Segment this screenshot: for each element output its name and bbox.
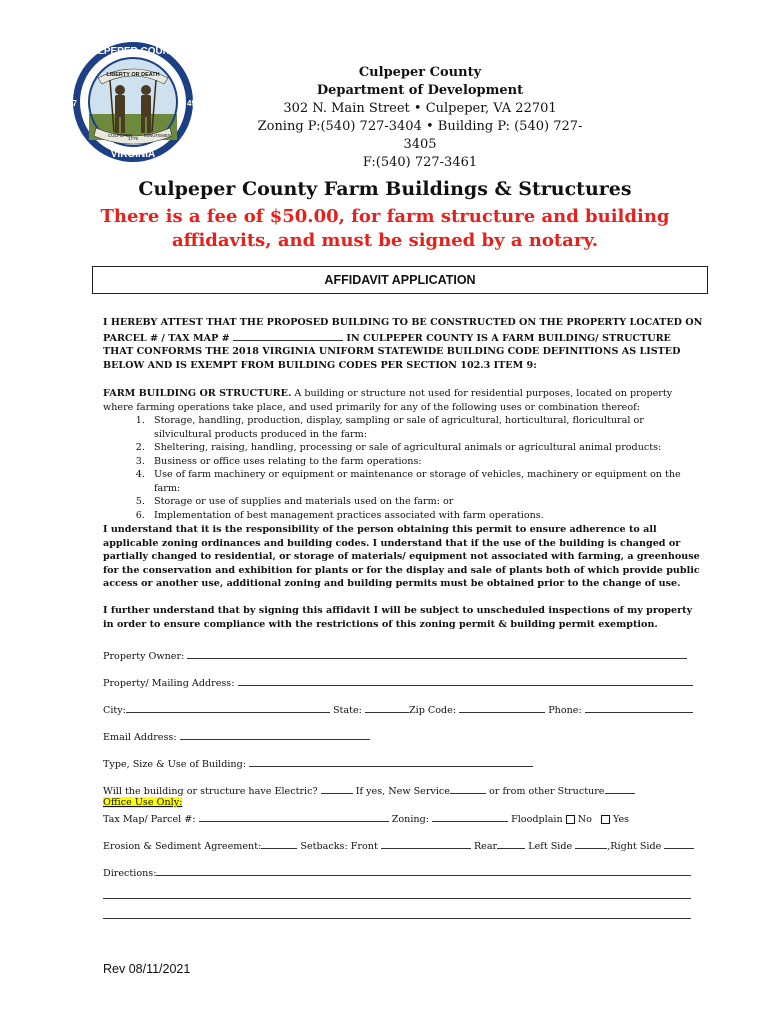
floodplain-yes-checkbox[interactable] (601, 815, 610, 824)
directions-line-3 (103, 908, 691, 922)
county-seal-logo (58, 40, 208, 164)
city-state-row (103, 702, 693, 716)
list-item: 1. Storage, handling, production, display, sampling or sale of agricultural, horticultural, floricultural or silvicultural products produced in the farm: (148, 414, 703, 441)
building-type-field[interactable] (249, 756, 533, 767)
affidavit-application-heading: AFFIDAVIT APPLICATION (92, 266, 708, 294)
seal-motto: LIBERTY OR DEATH (106, 72, 160, 78)
definition-block (103, 387, 703, 522)
zoning-label: Zoning: (391, 814, 429, 825)
floodplain-label: Floodplain (511, 814, 563, 825)
building-type-label: Type, Size & Use of Building: (103, 759, 246, 770)
property-owner-field[interactable] (187, 648, 687, 659)
attestation-paragraph (103, 316, 703, 372)
new-service-field[interactable] (450, 783, 486, 794)
electric-label: Will the building or structure have Electric? (103, 786, 318, 797)
tax-map-label: Tax Map/ Parcel #: (103, 814, 196, 825)
fee-notice-line-1: There is a fee of $50.00, for farm structure and building (100, 206, 670, 227)
definition-list (103, 414, 703, 522)
erosion-label: Erosion & Sediment Agreement: (103, 841, 262, 852)
mailing-address-field[interactable] (238, 675, 693, 686)
property-owner-label: Property Owner: (103, 651, 185, 662)
phone-label: Phone: (548, 705, 582, 716)
right-side-label: ,Right Side (607, 841, 662, 852)
directions-field[interactable] (156, 865, 691, 876)
department-name: Department of Development (316, 83, 524, 98)
office-use-label: Office Use Only: (103, 797, 183, 808)
mailing-address-row (103, 675, 693, 689)
list-item: 6. Implementation of best management practices associated with farm operations. (148, 509, 703, 523)
page-title: Culpeper County Farm Buildings & Structures (138, 178, 632, 200)
seal-right-number: 49 (187, 99, 196, 108)
seal-year: 1775 (127, 136, 139, 141)
department-fax: F:(540) 727-3461 (362, 155, 478, 170)
department-address: 302 N. Main Street • Culpeper, VA 22701 (283, 101, 557, 116)
city-label: City: (103, 705, 126, 716)
other-structure-field[interactable] (605, 783, 635, 794)
tax-map-field[interactable] (233, 330, 343, 341)
phone-field[interactable] (585, 702, 693, 713)
attestation-part-2: IN CULPEPER COUNTY IS A FARM BUILDING/ STRUCTURE THAT CONFORMS THE 2018 VIRGINIA UNIFORM STATEWIDE BUILDING CODE DEFINITIONS AS LISTED BELOW AND IS EXEMPT FROM BUILDING CODES PER SECTION 102.3 ITEM 9: (103, 332, 681, 371)
zip-label: Zip Code: (408, 705, 457, 716)
responsibility-paragraph: I understand that it is the responsibility of the person obtaining this permit to ensure adherence to all applicable zoning ordinances and building codes. I understand that if the use of the building is changed or partially changed to residential, or storage of materials/ equipment not associated with farming, a greenhouse for the conservation and exhibition for plants or for the display and sale of plants both of which provide public access or another use, additional zoning and building permits must be obtained prior to the change of use. (103, 524, 700, 589)
header-block (250, 64, 590, 172)
directions-row (103, 865, 691, 879)
building-type-row (103, 756, 533, 770)
definition-term: FARM BUILDING OR STRUCTURE. (103, 388, 292, 399)
erosion-field[interactable] (261, 838, 297, 849)
zoning-field[interactable] (432, 811, 508, 822)
email-field[interactable] (180, 729, 370, 740)
list-item: 3. Business or office uses relating to the farm operations: (148, 455, 703, 469)
fee-notice (0, 205, 770, 253)
floodplain-no-label: No (577, 814, 592, 825)
new-service-label: If yes, New Service (355, 786, 450, 797)
definition-text: A building or structure not used for residential purposes, located on property where farming operations take place, and used primarily for any of the following uses or combination thereof: (103, 388, 673, 413)
city-field[interactable] (126, 702, 330, 713)
revision-date: Rev 08/11/2021 (103, 962, 191, 976)
other-structure-label: or from other Structure (489, 786, 605, 797)
floodplain-yes-label: Yes (612, 814, 630, 825)
state-label: State: (332, 705, 362, 716)
left-side-field[interactable] (575, 838, 607, 849)
directions-field-3[interactable] (103, 908, 691, 919)
zip-field[interactable] (459, 702, 545, 713)
erosion-row (103, 838, 694, 852)
floodplain-no-checkbox[interactable] (566, 815, 575, 824)
property-owner-row (103, 648, 687, 662)
setbacks-front-field[interactable] (381, 838, 471, 849)
directions-line-2 (103, 888, 691, 902)
rear-field[interactable] (497, 838, 525, 849)
inspections-paragraph: I further understand that by signing this affidavit I will be subject to unscheduled inspections of my property in order to ensure compliance with the restrictions of this zoning permit & building permit exemption. (103, 605, 693, 630)
directions-field-2[interactable] (103, 888, 691, 899)
list-item: 5. Storage or use of supplies and materials used on the farm: or (148, 495, 703, 509)
seal-banner: CULPEPER (108, 133, 133, 138)
electric-field[interactable] (321, 783, 353, 794)
tax-map-parcel-field[interactable] (199, 811, 389, 822)
seal-state: VIRGINIA (110, 149, 156, 160)
right-side-field[interactable] (664, 838, 694, 849)
list-item: 4. Use of farm machinery or equipment or maintenance or storage of vehicles, machinery or equipment on the farm: (148, 468, 703, 495)
electric-row (103, 783, 635, 797)
email-label: Email Address: (103, 732, 177, 743)
attestation-part-1: I HEREBY ATTEST THAT THE PROPOSED BUILDING TO BE CONSTRUCTED ON THE PROPERTY LOCATED ON PARCEL # / TAX MAP # (103, 317, 703, 344)
seal-minutemen: MINUTEMEN (144, 133, 172, 138)
rear-label: Rear (473, 841, 498, 852)
seal-name: CULPEPER COUNTY (83, 46, 183, 57)
list-item: 2. Sheltering, raising, handling, processing or sale of agricultural animals or agricultural animal products: (148, 441, 703, 455)
mailing-address-label: Property/ Mailing Address: (103, 678, 235, 689)
setbacks-front-label: Setbacks: Front (300, 841, 378, 852)
left-side-label: Left Side (528, 841, 573, 852)
seal-left-number: 17 (68, 99, 77, 108)
department-phones: Zoning P:(540) 727-3404 • Building P: (540) 727-3405 (257, 119, 583, 152)
tax-map-row (103, 811, 629, 825)
directions-label: Directions: (103, 868, 157, 879)
county-name: Culpeper County (358, 65, 482, 80)
office-use-row (103, 797, 182, 808)
fee-notice-line-2: affidavits, and must be signed by a notary. (172, 230, 598, 251)
state-field[interactable] (365, 702, 409, 713)
email-row (103, 729, 370, 743)
